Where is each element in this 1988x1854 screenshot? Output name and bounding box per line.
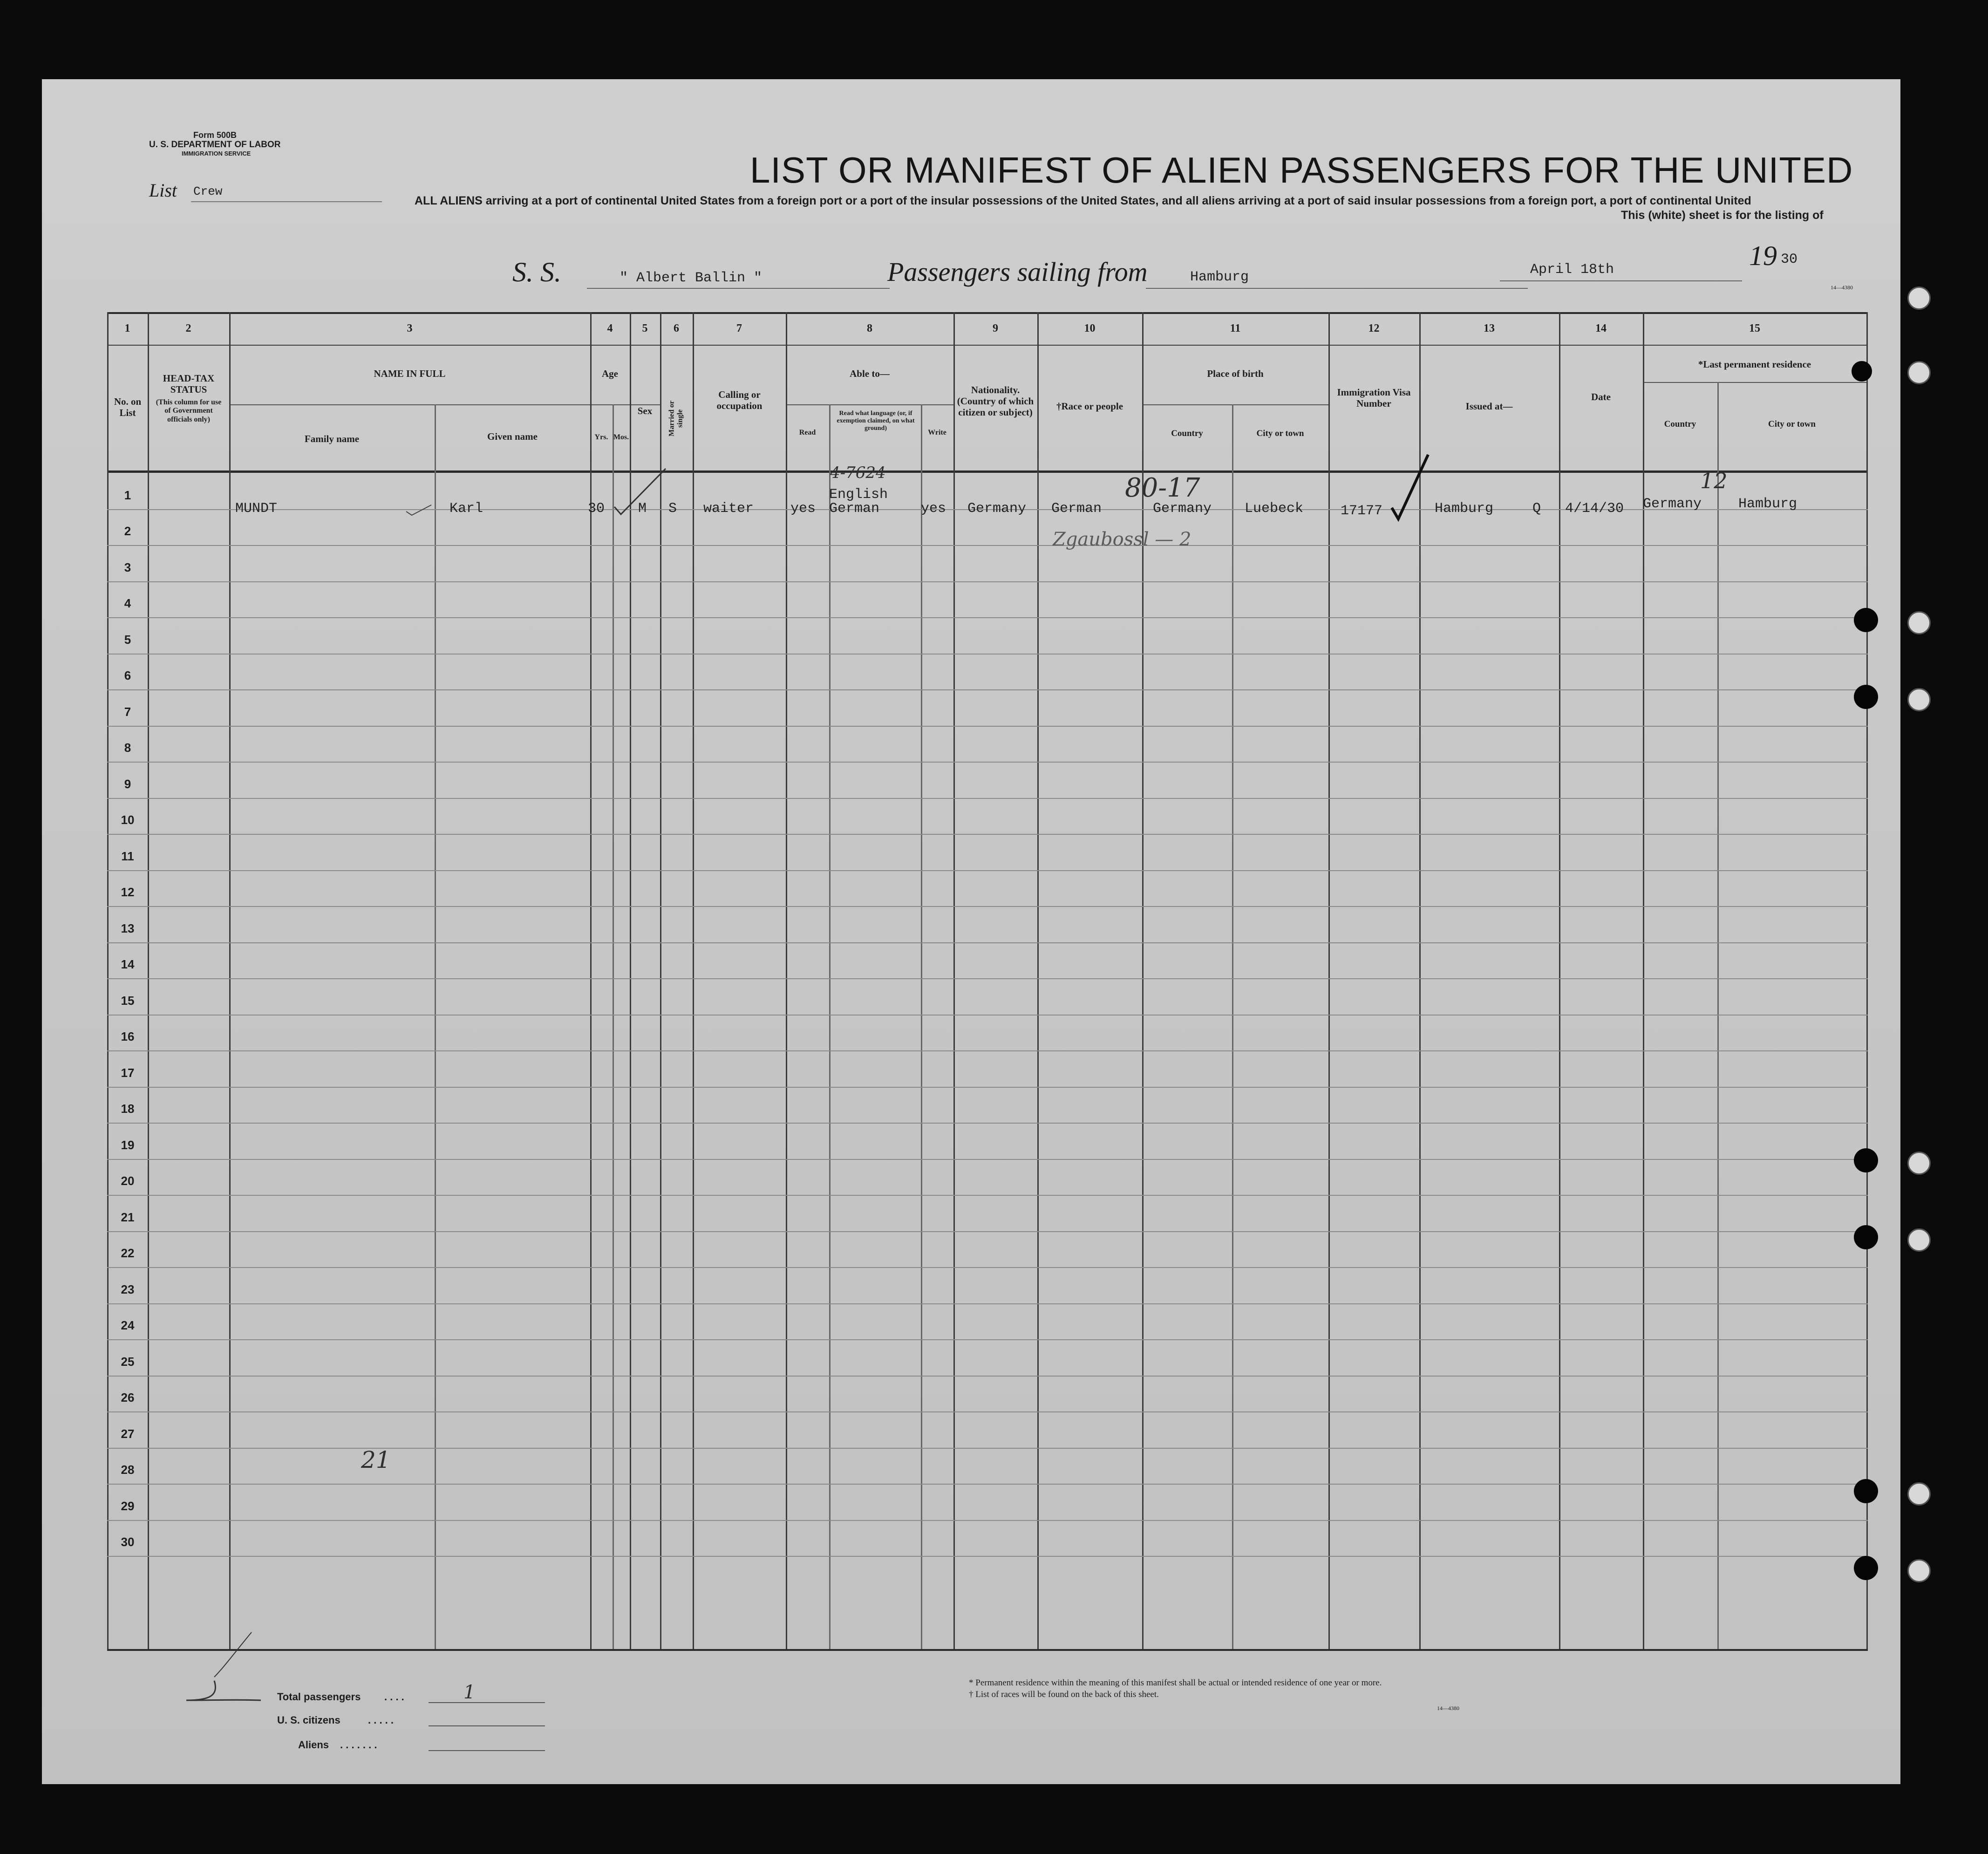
row-number: 30 [121, 1535, 135, 1549]
row-number: 5 [124, 632, 131, 647]
binding-hole [1854, 1556, 1878, 1580]
column-number-11: 11 [1230, 322, 1241, 334]
row-rule [107, 726, 1868, 727]
column-number-8: 8 [867, 322, 872, 334]
row-rule [107, 798, 1868, 799]
row-rule [107, 1556, 1868, 1557]
row-rule [107, 1267, 1868, 1268]
row-number: 14 [121, 957, 135, 971]
aliens-line [429, 1750, 545, 1751]
column-number-4: 4 [607, 322, 613, 334]
entry-language-2: German [829, 501, 880, 517]
header-birth-country: Country [1171, 429, 1203, 438]
ship-underline [587, 288, 890, 289]
row-number: 19 [121, 1138, 135, 1152]
port-underline [1146, 288, 1528, 289]
row-rule [107, 1520, 1868, 1521]
header-sex: Sex [637, 405, 653, 416]
row-rule [107, 1123, 1868, 1124]
checkmark-icon [1389, 452, 1431, 522]
subtitle-line1: ALL ALIENS arriving at a port of continental United States from a foreign port or a port of the insular possessions of the United States, and all aliens arriving at a port of said insular possessions from a foreign port, a port of continental United [415, 194, 1751, 207]
binding-ring [1907, 688, 1931, 711]
row-number: 10 [121, 813, 135, 827]
us-citizens-label: U. S. citizens [277, 1714, 340, 1726]
row-number: 24 [121, 1318, 135, 1332]
row-rule [107, 1159, 1868, 1160]
row-number: 25 [121, 1354, 135, 1369]
binding-ring [1907, 361, 1931, 384]
binding-ring [1907, 1228, 1931, 1252]
column-number-5: 5 [642, 322, 648, 334]
row-number: 2 [124, 524, 131, 538]
col-divider [921, 404, 922, 1649]
row-number: 21 [121, 1210, 135, 1224]
col-divider [829, 404, 831, 1649]
entry-res-city: Hamburg [1738, 496, 1797, 512]
row-number: 12 [121, 885, 135, 899]
row-rule [107, 1050, 1868, 1051]
entry-nationality: Germany [967, 501, 1027, 517]
column-number-1: 1 [124, 322, 130, 334]
row-number: 4 [124, 596, 131, 610]
department-name: U. S. DEPARTMENT OF LABOR [149, 140, 281, 150]
header-visa-number: Immigration Visa Number [1337, 387, 1411, 409]
col-divider [148, 312, 149, 1649]
header-able-to: Able to— [850, 368, 890, 379]
year-suffix: 30 [1781, 252, 1798, 267]
col-divider [1037, 312, 1039, 1649]
binding-ring [1907, 286, 1931, 310]
manifest-table [107, 312, 1868, 1649]
row-rule [107, 1339, 1868, 1340]
column-number-3: 3 [407, 322, 413, 334]
header-res-country: Country [1664, 419, 1696, 429]
row-rule [107, 1195, 1868, 1196]
ship-name: " Albert Ballin " [620, 270, 763, 286]
entry-age-yrs: 30 [588, 501, 605, 517]
entry-read: yes [790, 501, 816, 517]
ss-label: S. S. [512, 257, 561, 287]
entry-issued-class: Q [1532, 501, 1541, 517]
row-rule [107, 834, 1868, 835]
entry-res-country: Germany [1643, 496, 1702, 512]
binding-ring [1907, 1482, 1931, 1506]
binding-ring [1907, 611, 1931, 634]
footer-code: 14—4380 [1437, 1705, 1459, 1711]
header-date: Date [1591, 391, 1611, 402]
checkmark-icon [613, 466, 668, 517]
row-number: 9 [124, 777, 131, 791]
list-label: List [149, 180, 177, 201]
row-rule [107, 1411, 1868, 1412]
total-passengers-value: 1 [463, 1682, 476, 1703]
column-number-rule [107, 345, 1868, 346]
row-rule [107, 617, 1868, 618]
col-divider [1328, 312, 1330, 1649]
col-divider [1232, 404, 1233, 1649]
row-number: 28 [121, 1463, 135, 1477]
footnote-races: † List of races will be found on the back of this sheet. [969, 1690, 1159, 1699]
entry-married: S [668, 501, 677, 517]
row-number: 8 [124, 741, 131, 755]
col-divider [435, 404, 436, 1649]
column-number-13: 13 [1484, 322, 1495, 334]
handwritten-birth-note: 80-17 [1125, 473, 1200, 503]
row-rule [107, 689, 1868, 690]
header-place-of-birth: Place of birth [1207, 368, 1264, 379]
row-number: 22 [121, 1246, 135, 1260]
col-divider [613, 404, 614, 1649]
footer-leader-dots: . . . . . . . [340, 1739, 377, 1751]
row-rule [107, 1231, 1868, 1232]
entry-birth-city: Luebeck [1245, 501, 1304, 517]
column-number-10: 10 [1084, 322, 1096, 334]
binding-hole [1854, 1225, 1878, 1249]
header-married: Married or single [667, 400, 684, 436]
column-number-14: 14 [1595, 322, 1607, 334]
row-number: 13 [121, 921, 135, 935]
row-number: 3 [124, 560, 131, 574]
year-prefix: 19 [1749, 240, 1777, 271]
row-number: 1 [124, 488, 131, 502]
footnote-residence: * Permanent residence within the meaning of this manifest shall be actual or intended residence of one year or more. [969, 1678, 1382, 1688]
entry-sex: M [638, 501, 647, 517]
col-divider [953, 312, 955, 1649]
form-number: Form 500B [193, 130, 237, 140]
row-number: 27 [121, 1426, 135, 1441]
header-read: Read [799, 429, 816, 436]
total-passengers-line [429, 1702, 545, 1703]
header-race: †Race or people [1056, 401, 1123, 412]
header-nationality: Nationality. (Country of which citizen or subject) [957, 384, 1034, 418]
us-citizens-line [429, 1725, 545, 1726]
entry-language-1: English [829, 487, 888, 503]
row-rule [107, 906, 1868, 907]
handwritten-row2-note: Zgaubossl — 2 [1053, 529, 1191, 550]
entry-issued-at: Hamburg [1435, 501, 1494, 517]
sailing-from: Hamburg [1190, 269, 1249, 285]
entry-visa-date: 4/14/30 [1565, 501, 1624, 517]
header-read-language: Read what language (or, if exemption claimed, on what ground) [837, 410, 915, 432]
sailing-label: Passengers sailing from [887, 257, 1148, 287]
manifest-sheet [42, 79, 1900, 1784]
birth-subheader-rule [1142, 404, 1328, 405]
able-subheader-rule [786, 404, 953, 405]
residence-subheader-rule [1643, 382, 1868, 383]
page-title: LIST OR MANIFEST OF ALIEN PASSENGERS FOR THE UNITED [750, 150, 1853, 191]
header-given-name: Given name [487, 431, 538, 442]
col-divider [786, 312, 787, 1649]
sailing-date: April 18th [1530, 262, 1614, 278]
row-number: 16 [121, 1029, 135, 1043]
header-write: Write [928, 429, 946, 436]
row-rule [107, 1484, 1868, 1485]
column-number-6: 6 [674, 322, 679, 334]
col-divider [107, 312, 109, 1649]
row-rule [107, 942, 1868, 943]
row-number: 17 [121, 1065, 135, 1080]
date-underline [1500, 280, 1742, 281]
binding-hole [1854, 1148, 1878, 1172]
binding-ring [1907, 1559, 1931, 1582]
row-rule [107, 762, 1868, 763]
row-rule [107, 1376, 1868, 1377]
handwritten-margin-count: 21 [361, 1446, 391, 1473]
aliens-label: Aliens [298, 1739, 329, 1751]
subtitle-line2: This (white) sheet is for the listing of [1621, 209, 1824, 222]
header-no-on-list: No. on List [114, 396, 142, 419]
col-divider [1866, 312, 1868, 1649]
column-number-7: 7 [736, 322, 742, 334]
binding-ring [1907, 1152, 1931, 1175]
handwritten-language-code: 4-7624 [830, 464, 886, 482]
row-rule [107, 978, 1868, 979]
column-number-15: 15 [1749, 322, 1760, 334]
column-number-9: 9 [993, 322, 998, 334]
row-rule [107, 581, 1868, 582]
binding-hole [1854, 608, 1878, 632]
row-rule [107, 1015, 1868, 1016]
row-number: 11 [121, 849, 134, 863]
row-rule [107, 870, 1868, 871]
checkmark-icon [405, 503, 433, 517]
row-rule [107, 1087, 1868, 1088]
entry-given-name: Karl [449, 501, 483, 517]
header-res-city: City or town [1768, 419, 1816, 429]
header-issued-at: Issued at— [1465, 401, 1513, 412]
row-number: 6 [124, 668, 131, 682]
col-divider [1717, 382, 1719, 1649]
row-rule [107, 545, 1868, 546]
print-code: 14—4380 [1831, 284, 1853, 291]
binding-hole [1854, 1479, 1878, 1503]
age-subheader-rule [590, 404, 630, 405]
entry-race: German [1051, 501, 1102, 517]
col-divider [693, 312, 694, 1649]
col-divider [1142, 312, 1144, 1649]
col-divider [1559, 312, 1560, 1649]
service-name: IMMIGRATION SERVICE [182, 150, 251, 157]
row-number: 18 [121, 1102, 135, 1116]
entry-family-name: MUNDT [235, 501, 278, 517]
header-family-name: Family name [304, 433, 360, 444]
row-number: 15 [121, 993, 135, 1008]
list-underline [191, 201, 382, 202]
header-yrs: Yrs. [594, 433, 608, 441]
row-rule [107, 1303, 1868, 1304]
col-divider [229, 312, 231, 1649]
header-mos: Mos. [613, 433, 629, 441]
binding-hole [1852, 361, 1872, 382]
col-divider [1643, 312, 1644, 1649]
handwritten-residence-note: 12 [1700, 468, 1728, 493]
header-age: Age [602, 368, 618, 379]
list-value: Crew [193, 184, 223, 198]
header-calling: Calling or occupation [716, 389, 763, 412]
footer-leader-dots: . . . . [384, 1691, 404, 1703]
binding-hole [1854, 685, 1878, 709]
column-number-2: 2 [185, 322, 191, 334]
entry-write: yes [921, 501, 946, 517]
header-bottom-rule [107, 470, 1868, 473]
row-number: 26 [121, 1390, 135, 1404]
header-last-residence: *Last permanent residence [1698, 359, 1811, 370]
header-birth-city: City or town [1256, 429, 1304, 438]
footer-leader-dots: . . . . . [368, 1714, 394, 1726]
column-number-12: 12 [1368, 322, 1380, 334]
table-top-rule [107, 312, 1868, 314]
header-head-tax: HEAD-TAX STATUS [163, 373, 215, 395]
table-bottom-rule [107, 1649, 1868, 1651]
row-number: 7 [124, 704, 131, 719]
header-name-in-full: NAME IN FULL [374, 368, 446, 379]
total-passengers-label: Total passengers [277, 1691, 361, 1703]
entry-visa-number: 17177 [1341, 503, 1383, 519]
row-number: 20 [121, 1174, 135, 1188]
row-number: 29 [121, 1499, 135, 1513]
header-head-tax-note: (This column for use of Government officials only) [156, 398, 222, 423]
margin-pencil-mark [182, 1630, 303, 1705]
entry-birth-country: Germany [1153, 501, 1212, 517]
row-number: 23 [121, 1282, 135, 1296]
entry-occupation: waiter [703, 501, 754, 517]
